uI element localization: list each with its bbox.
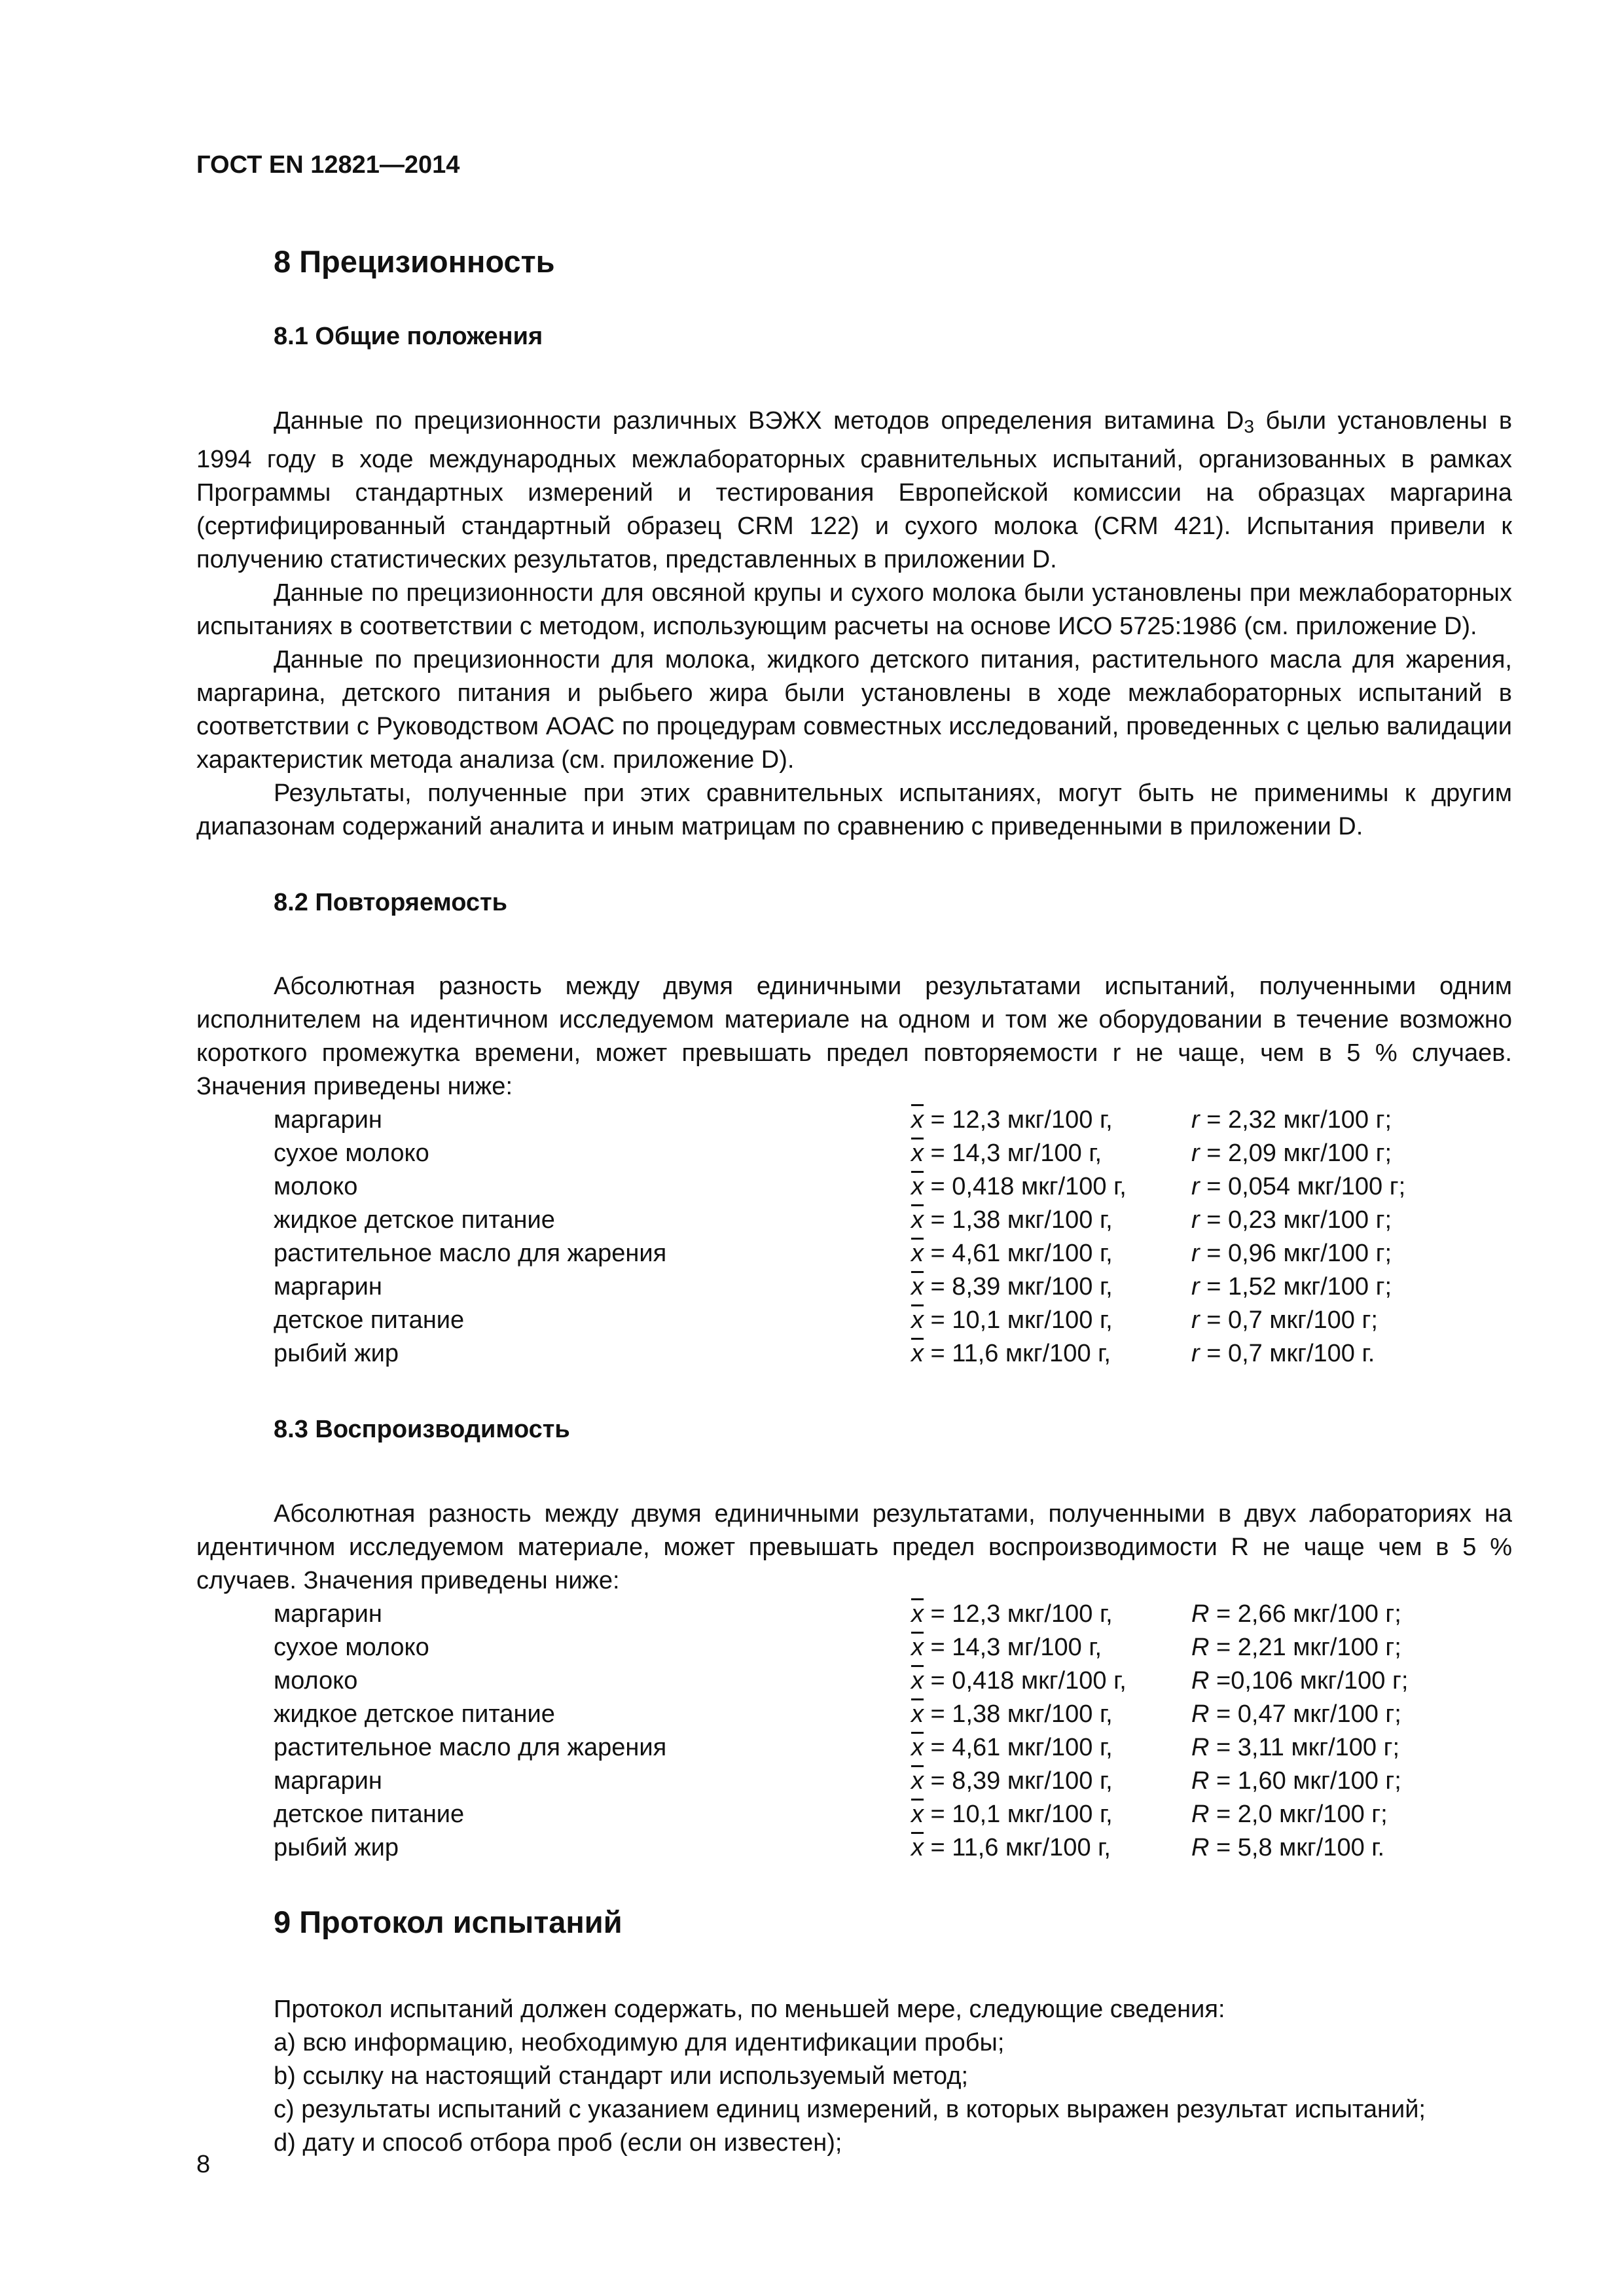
product-name: маргарин [274,1273,382,1301]
paragraph: Абсолютная разность между двумя единичными результатами испытаний, полученными одним исполнителем на идентичном исследуемом материале на одном и том же оборудовании в течение возможно короткого промежутка времени, может превышать предел повторяемости r не чаще, чем в 5 % случаев. Значения приведены ниже: [196,973,1512,1101]
section-9-body [196,1993,1512,2160]
limit-symbol: r [1191,1173,1200,1201]
product-name: молоко [274,1666,358,1695]
mean-value: $\overline{x} = 12,3$ мкг/100 г, [911,1106,1113,1134]
limit-symbol: r [1191,1206,1200,1234]
limit-value: r = 2,32 мкг/100 г; [1191,1106,1392,1134]
page-number: 8 [196,2151,211,2178]
value-row [196,1664,1512,1698]
mean-value: $\overline{x} = 14,3$ мг/100 г, [911,1633,1102,1661]
value-row [196,1765,1512,1798]
mean-value: $\overline{x} = 10,1$ мкг/100 г, [911,1800,1113,1828]
value-row [196,1731,1512,1765]
limit-symbol: R [1191,1600,1210,1628]
list-item: c) результаты испытаний с указанием единиц измерений, в которых выражен результат испытаний; [274,2096,1426,2124]
value-row [196,1698,1512,1731]
list-item: d) дату и способ отбора проб (если он известен); [274,2129,842,2157]
mean-symbol: $\overline{x}$ [911,1833,924,1861]
subsection-8-2-title: 8.2 Повторяемость [274,888,508,916]
section-8-title: 8 Прецизионность [274,243,555,279]
limit-value: R = 5,8 мкг/100 г. [1191,1833,1385,1861]
product-name: жидкое детское питание [274,1700,555,1728]
value-row [196,1631,1512,1664]
limit-value: r = 0,23 мкг/100 г; [1191,1206,1392,1234]
subsection-8-1-title: 8.1 Общие положения [274,322,543,350]
mean-symbol: $\overline{x}$ [911,1600,924,1628]
value-row [196,1598,1512,1631]
value-row [196,1798,1512,1831]
mean-symbol: $\overline{x}$ [911,1700,924,1728]
limit-symbol: R [1191,1833,1210,1861]
repeatability-values [196,1103,1512,1371]
limit-symbol: R [1191,1700,1210,1728]
value-row [196,1137,1512,1170]
mean-value: $\overline{x} = 0,418$ мкг/100 г, [911,1666,1127,1695]
limit-value: r = 0,7 мкг/100 г. [1191,1340,1375,1368]
mean-symbol: $\overline{x}$ [911,1106,924,1134]
limit-value: R = 2,66 мкг/100 г; [1191,1600,1401,1628]
list-item: b) ссылку на настоящий стандарт или используемый метод; [274,2062,969,2090]
mean-symbol: $\overline{x}$ [911,1173,924,1201]
limit-value: r = 0,96 мкг/100 г; [1191,1240,1392,1268]
limit-symbol: r [1191,1340,1200,1368]
value-row [196,1831,1512,1865]
limit-symbol: R [1191,1633,1210,1661]
limit-symbol: r [1191,1240,1200,1268]
paragraph: Данные по прецизионности для овсяной крупы и сухого молока были установлены при межлабораторных испытаниях в соответствии с методом, использующим расчеты на основе ИСО 5725:1986 (см. приложение D). [196,579,1512,640]
value-row [196,1237,1512,1270]
value-row [196,1204,1512,1237]
mean-value: $\overline{x} = 8,39$ мкг/100 г, [911,1273,1113,1301]
limit-value: r = 0,054 мкг/100 г; [1191,1173,1406,1201]
limit-value: R = 1,60 мкг/100 г; [1191,1767,1401,1795]
product-name: детское питание [274,1306,465,1335]
section-8-1-body [196,404,1512,844]
mean-symbol: $\overline{x}$ [911,1139,924,1168]
mean-symbol: $\overline{x}$ [911,1273,924,1301]
mean-value: $\overline{x} = 1,38$ мкг/100 г, [911,1206,1113,1234]
mean-symbol: $\overline{x}$ [911,1206,924,1234]
limit-symbol: R [1191,1666,1210,1695]
paragraph-text: были установлены в 1994 году в ходе международных межлабораторных сравнительных испытаний, организованных в рамках Программы стандартных измерений и тестирования Европейской комиссии на образцах маргарина (сертифицированный стандартный образец CRM 122) и сухого молока (CRM 421). Испытания привели к получению статистических результатов, представленных в приложении D. [196,406,1513,573]
value-row [196,1270,1512,1304]
value-row [196,1170,1512,1204]
mean-symbol: $\overline{x}$ [911,1633,924,1661]
limit-symbol: R [1191,1800,1210,1828]
limit-value: r = 2,09 мкг/100 г; [1191,1139,1392,1168]
section-9-title: 9 Протокол испытаний [274,1904,623,1939]
product-name: маргарин [274,1600,382,1628]
mean-symbol: $\overline{x}$ [911,1240,924,1268]
mean-symbol: $\overline{x}$ [911,1340,924,1368]
limit-value: R =0,106 мкг/100 г; [1191,1666,1409,1695]
subsection-8-3-title: 8.3 Воспроизводимость [274,1416,570,1444]
product-name: маргарин [274,1106,382,1134]
product-name: молоко [274,1173,358,1201]
paragraph: Данные по прецизионности для молока, жидкого детского питания, растительного масла для жарения, маргарина, детского питания и рыбьего жира были установлены в ходе межлабораторных испытаний в соответствии с Руководством АОАС по процедурам совместных исследований, проведенных с целью валидации характеристик метода анализа (см. приложение D). [196,645,1512,774]
mean-value: $\overline{x} = 1,38$ мкг/100 г, [911,1700,1113,1728]
mean-value: $\overline{x} = 10,1$ мкг/100 г, [911,1306,1113,1335]
limit-symbol: r [1191,1139,1200,1168]
reproducibility-values [196,1598,1512,1865]
paragraph: Результаты, полученные при этих сравнительных испытаниях, могут быть не применимы к другим диапазонам содержаний аналита и иным матрицам по сравнению с приведенными в приложении D. [196,779,1512,840]
value-row [196,1103,1512,1137]
product-name: жидкое детское питание [274,1206,555,1234]
product-name: растительное масло для жарения [274,1733,667,1761]
mean-value: $\overline{x} = 4,61$ мкг/100 г, [911,1240,1113,1268]
mean-symbol: $\overline{x}$ [911,1767,924,1795]
limit-value: R = 0,47 мкг/100 г; [1191,1700,1401,1728]
product-name: маргарин [274,1767,382,1795]
mean-value: $\overline{x} = 11,6$ мкг/100 г, [911,1340,1111,1368]
product-name: сухое молоко [274,1139,429,1168]
mean-value: $\overline{x} = 11,6$ мкг/100 г, [911,1833,1111,1861]
mean-value: $\overline{x} = 8,39$ мкг/100 г, [911,1767,1113,1795]
limit-symbol: R [1191,1733,1210,1761]
document-page [196,151,1512,2160]
mean-value: $\overline{x} = 12,3$ мкг/100 г, [911,1600,1113,1628]
limit-value: r = 0,7 мкг/100 г; [1191,1306,1378,1335]
subscript: 3 [1244,416,1254,437]
product-name: сухое молоко [274,1633,429,1661]
paragraph [196,404,1512,577]
list-item: a) всю информацию, необходимую для идентификации пробы; [274,2029,1005,2057]
limit-value: R = 3,11 мкг/100 г; [1191,1733,1400,1761]
mean-symbol: $\overline{x}$ [911,1733,924,1761]
limit-value: r = 1,52 мкг/100 г; [1191,1273,1392,1301]
document-header: ГОСТ EN 12821—2014 [196,151,460,179]
product-name: рыбий жир [274,1340,399,1368]
section-8-3-body [196,1498,1512,1598]
mean-value: $\overline{x} = 14,3$ мг/100 г, [911,1139,1102,1168]
product-name: детское питание [274,1800,465,1828]
mean-value: $\overline{x} = 4,61$ мкг/100 г, [911,1733,1113,1761]
paragraph-text: Данные по прецизионности различных ВЭЖХ методов определения витамина D [274,406,1244,435]
product-name: рыбий жир [274,1833,399,1861]
section-8-2-body [196,970,1512,1103]
value-row [196,1304,1512,1337]
limit-value: R = 2,0 мкг/100 г; [1191,1800,1388,1828]
limit-symbol: r [1191,1273,1200,1301]
limit-value: R = 2,21 мкг/100 г; [1191,1633,1401,1661]
mean-symbol: $\overline{x}$ [911,1666,924,1695]
value-row [196,1337,1512,1371]
mean-value: $\overline{x} = 0,418$ мкг/100 г, [911,1173,1127,1201]
mean-symbol: $\overline{x}$ [911,1800,924,1828]
mean-symbol: $\overline{x}$ [911,1306,924,1335]
limit-symbol: R [1191,1767,1210,1795]
product-name: растительное масло для жарения [274,1240,667,1268]
limit-symbol: r [1191,1306,1200,1335]
paragraph: Абсолютная разность между двумя единичными результатами, полученными в двух лабораториях на идентичном исследуемом материале, может превышать предел воспроизводимости R не чаще чем в 5 % случаев. Значения приведены ниже: [196,1499,1512,1594]
paragraph: Протокол испытаний должен содержать, по меньшей мере, следующие сведения: [274,1996,1225,2024]
limit-symbol: r [1191,1106,1200,1134]
